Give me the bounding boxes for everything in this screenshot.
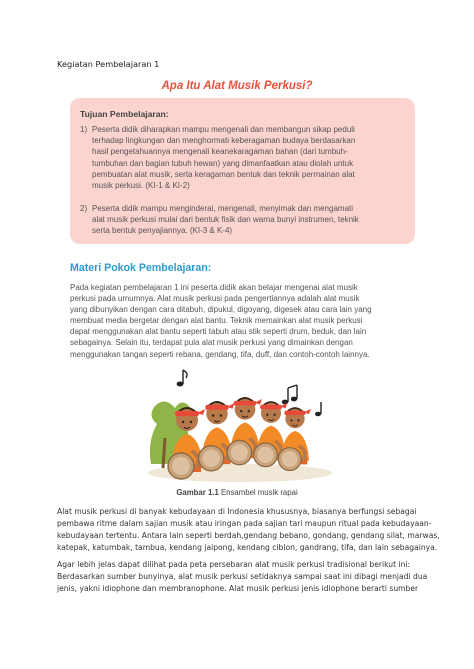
body-line: pembawa ritme dalam sajian musik atau iringan pada sajian tari maupun ritual pada kebudayaan- bbox=[57, 519, 432, 528]
materi-line: sebagainya. Selain itu, terdapat pula alat musik perkusi yang dimainkan dengan bbox=[70, 338, 353, 348]
body-line: Alat musik perkusi di banyak kebudayaan di Indonesia khususnya, biasanya berfungsi sebagai bbox=[57, 507, 417, 516]
tujuan-item-2 bbox=[80, 203, 405, 237]
body-line: Berdasarkan sumber bunyinya, alat musik perkusi setidaknya sampai saat ini dibagi menjadi dua bbox=[57, 572, 428, 581]
body-paragraph-1 bbox=[57, 506, 440, 554]
materi-line: menggunakan tangan seperti rebana, gendang, tifa, duff, dan contoh-contoh lainnya. bbox=[70, 349, 370, 359]
figure-caption-text: Ensambel musik rapai bbox=[220, 488, 298, 497]
tujuan-item-number: 2) bbox=[80, 204, 88, 213]
tujuan-item-1 bbox=[80, 124, 405, 191]
materi-heading: Materi Pokok Pembelajaran: bbox=[70, 262, 212, 274]
tujuan-line: terhadap lingkungan dan menghormati keberagaman budaya berdasarkan bbox=[92, 136, 356, 146]
kegiatan-label: Kegiatan Pembelajaran 1 bbox=[57, 59, 160, 69]
rapai-player bbox=[278, 407, 311, 470]
body-paragraph-2 bbox=[57, 559, 428, 595]
tujuan-line: serta bentuk penyajiannya. (KI-3 & K-4) bbox=[92, 226, 233, 236]
body-line: jenis, yakni idiophone dan membranophone. Alat musik perkusi jenis idiophone berarti sumber bbox=[57, 584, 419, 593]
tujuan-line: hasil pengetahuannya mengenali keanekaragaman bahan (dari tumbuh- bbox=[92, 147, 348, 157]
materi-line: Pada kegiatan pembelajaran 1 ini peserta didik akan belajar mengenai alat musik bbox=[70, 283, 358, 292]
materi-line: yang dibunyikan dengan cara ditabuh, dipukul, digoyang, digesek atau cara lain yang bbox=[70, 305, 372, 315]
body-line: katepak, katumbak, tambua, kendang jaipong, kendang ciblon, gandrang, tifa, dan lain sebagainya. bbox=[57, 543, 438, 552]
materi-line: membuat media bergetar dengan alat bantu. Teknik memainkan alat musik perkusi bbox=[70, 316, 363, 326]
tujuan-line: musik perkusi. (KI-1 & KI-2) bbox=[92, 181, 190, 191]
tujuan-item-number: 1) bbox=[80, 125, 88, 134]
figure-label: Gambar 1.1 bbox=[176, 488, 219, 497]
rapai-ensemble-illustration bbox=[145, 368, 335, 484]
body-line: Agar lebih jelas dapat dilihat pada peta persebaran alat musik perkusi tradisional berikut ini: bbox=[57, 560, 411, 569]
body-line: kebudayaan tertentu. Antara lain seperti berdah,gendang bebano, gondang, gendang silat, marwas, bbox=[57, 531, 440, 540]
tujuan-line: alat musik perkusi mulai dari bentuk fisik dan warna bunyi instrumen, teknik bbox=[92, 215, 359, 225]
tujuan-line: pembuatan alat musik, serta keragaman bentuk dan teknik permainan alat bbox=[92, 169, 355, 179]
page-title: Apa Itu Alat Musik Perkusi? bbox=[161, 80, 313, 92]
materi-line: dapat menggunakan alat bantu seperti tabuh atau stik seperti drum, beduk, dan lain bbox=[70, 327, 367, 337]
tujuan-line: tumbuhan dan bagian tubuh hewan) yang dimanfaatkan atau diolah untuk bbox=[92, 158, 354, 168]
tujuan-line: Peserta didik diharapkan mampu mengenali dan membangun sikap peduli bbox=[92, 125, 355, 134]
tujuan-heading: Tujuan Pembelajaran: bbox=[80, 109, 169, 119]
tujuan-line: Peserta didik mampu menginderai, mengenali, menyimak dan mengamati bbox=[92, 204, 354, 213]
materi-line: perkusi pada umumnya. Alat musik perkusi pada pengertiannya adalah alat musik bbox=[70, 294, 360, 304]
materi-paragraph bbox=[70, 282, 415, 360]
figure-caption bbox=[0, 488, 474, 497]
